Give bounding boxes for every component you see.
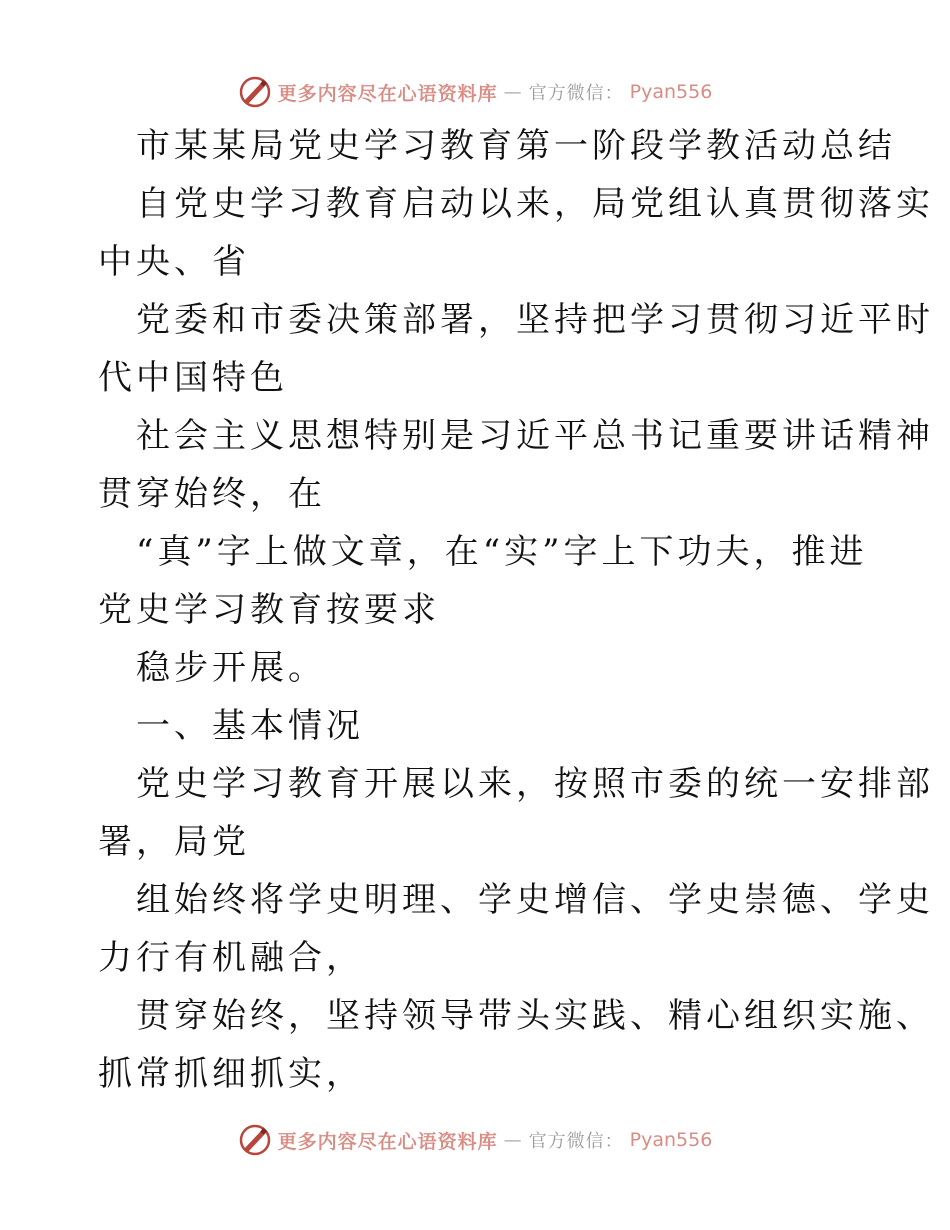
watermark-site-text: 更多内容尽在心语资料库 bbox=[277, 1130, 498, 1153]
text-line: 力行有机融合， bbox=[98, 938, 364, 978]
text-line: 社会主义思想特别是习近平总书记重要讲话精神 bbox=[136, 416, 934, 456]
watermark-separator: — bbox=[503, 1129, 523, 1151]
text-line: 党史学习教育按要求 bbox=[98, 590, 440, 630]
document-body bbox=[98, 117, 934, 1103]
text-line: 稳步开展。 bbox=[136, 648, 326, 688]
text-line: 自党史学习教育启动以来，局党组认真贯彻落实 bbox=[136, 184, 934, 224]
text-line: 党委和市委决策部署，坚持把学习贯彻习近平时 bbox=[136, 300, 934, 340]
header-watermark bbox=[0, 72, 950, 112]
text-line: 组始终将学史明理、学史增信、学史崇德、学史 bbox=[136, 880, 934, 920]
watermark-site-text: 更多内容尽在心语资料库 bbox=[277, 82, 498, 105]
document-title: 市某某局党史学习教育第一阶段学教活动总结 bbox=[136, 126, 896, 166]
footer-watermark bbox=[0, 1120, 950, 1160]
section-heading: 一、基本情况 bbox=[136, 706, 364, 746]
watermark-wechat-id: Pyan556 bbox=[629, 1129, 713, 1151]
text-line: “真”字上做文章，在“实”字上下功夫，推进 bbox=[136, 532, 868, 572]
watermark-wechat-id: Pyan556 bbox=[629, 81, 713, 103]
watermark-separator: — bbox=[503, 81, 523, 103]
text-line: 中央、省 bbox=[98, 242, 250, 282]
text-line: 抓常抓细抓实， bbox=[98, 1054, 364, 1094]
text-line: 党史学习教育开展以来，按照市委的统一安排部 bbox=[136, 764, 934, 804]
text-line: 贯穿始终，在 bbox=[98, 474, 326, 514]
text-line: 署，局党 bbox=[98, 822, 250, 862]
watermark-wechat-label: 官方微信： bbox=[528, 83, 624, 104]
watermark-wechat-label: 官方微信： bbox=[528, 1131, 624, 1152]
text-line: 贯穿始终，坚持领导带头实践、精心组织实施、 bbox=[136, 996, 934, 1036]
pen-logo-icon bbox=[238, 75, 272, 109]
pen-logo-icon bbox=[238, 1123, 272, 1157]
text-line: 代中国特色 bbox=[98, 358, 288, 398]
